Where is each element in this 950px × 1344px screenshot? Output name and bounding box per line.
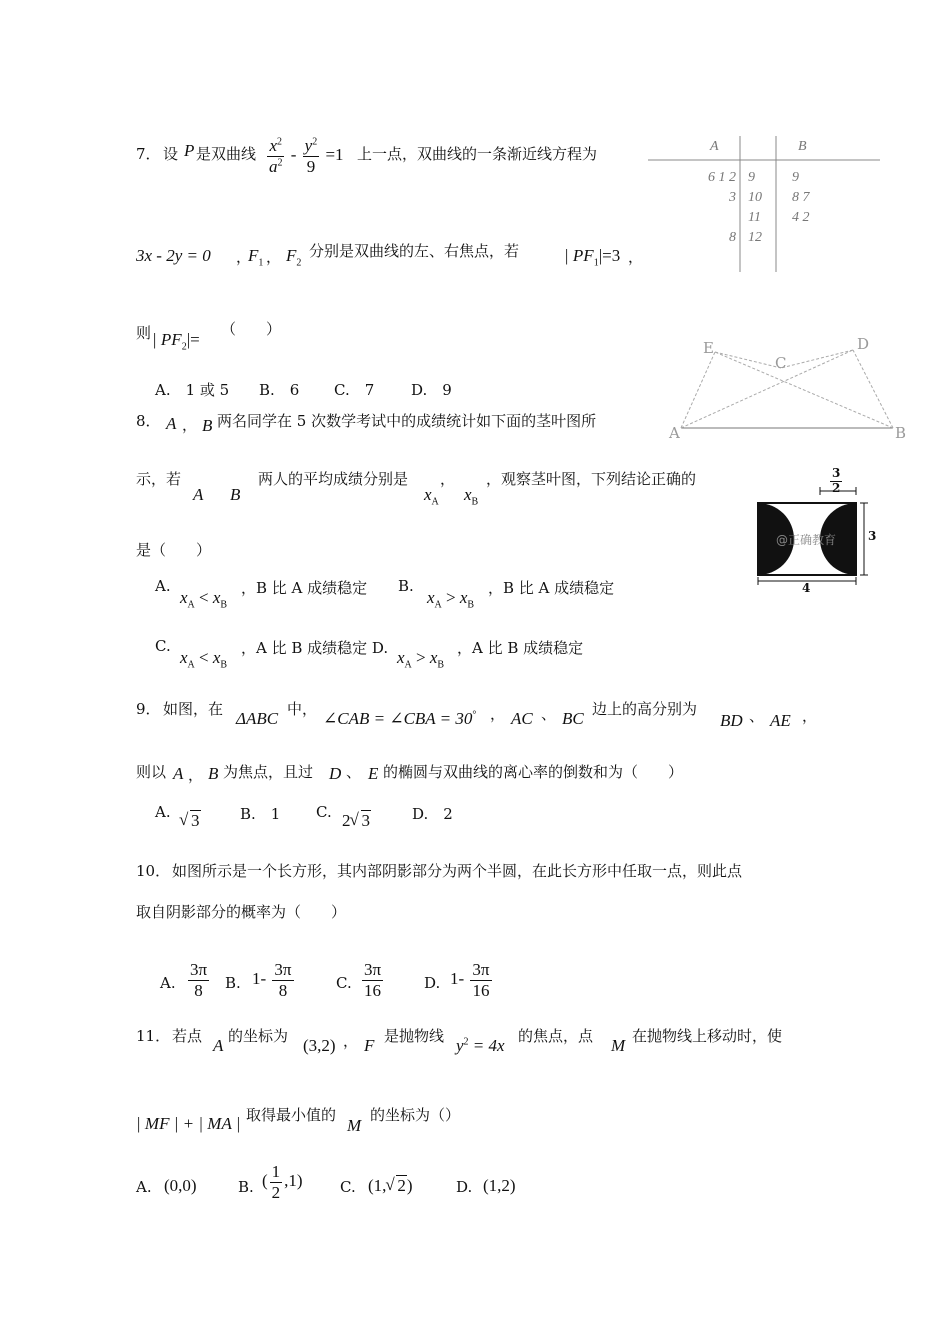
q10-option-b-label: B. [225, 974, 241, 992]
stem-leaf-head-a: A [710, 139, 719, 154]
q9-text: 中， [287, 700, 318, 718]
q11-option-b-label: B. [238, 1178, 254, 1196]
q11-number: 11． [136, 1027, 171, 1045]
q8-student-a: A [193, 485, 204, 504]
q7-pf1: | $PF_1|=3$ [564, 246, 621, 269]
q10-option-c-label: C. [336, 974, 352, 992]
q8-comma: ， [440, 470, 456, 488]
stem-leaf-row [648, 170, 880, 190]
q9-option-a-label: A. [155, 803, 171, 821]
triangle-lines [665, 332, 910, 444]
q7-text: 分别是双曲线的左、右焦点，若 [309, 242, 520, 260]
q9-sep: 、 [346, 763, 362, 781]
q9-option-a-value: √ 3 [180, 811, 201, 831]
q7-option-d: D. 9 [411, 381, 452, 399]
q11-option-d-label: D. [456, 1178, 473, 1196]
q10-option-b-value: 1- $\frac{3\pi}{8}$ [252, 960, 292, 1000]
q9-option-c-value: 2√ 3 [342, 811, 371, 831]
q8-comma: ， [182, 416, 198, 434]
leaf-b: 4 2 [792, 210, 810, 225]
leaf-b: 8 7 [792, 190, 810, 205]
q9-bc: BC [562, 709, 584, 728]
q11-option-a-value: (0,0) [164, 1176, 197, 1195]
q7-text: 上一点，双曲线的一条渐近线方程为 [357, 145, 598, 163]
q8-text: ，观察茎叶图，下列结论正确的 [486, 470, 697, 488]
triangle-figure [665, 332, 910, 444]
q8-option-a-label: A. [155, 577, 171, 595]
q8-option-c-expr: $x_A < x_B$ [180, 648, 228, 671]
q10-option-a-label: A. [160, 974, 176, 992]
q9-b: B [208, 764, 219, 783]
q9-text: 则以 [136, 763, 167, 781]
q11-option-c-value: (1,√ 2) [368, 1176, 413, 1196]
q10-text: 如图所示是一个长方形，其内部阴影部分为两个半圆，在此长方形中任取一点，则此点 [172, 862, 743, 880]
q7-asymptote: 3x - 2y = 0 [136, 246, 211, 265]
q9-a: A [173, 764, 184, 783]
q7-pf2: | $PF_2|=$ [152, 330, 200, 353]
q11-point-a: A [213, 1036, 224, 1055]
q9-ae: AE [770, 711, 791, 730]
q7-number: 7． [136, 145, 161, 163]
tri-label-d: D [857, 335, 870, 353]
q11-coord: (3,2) [303, 1036, 336, 1055]
q11-text: 在抛物线上移动时，使 [632, 1027, 783, 1045]
q10-option-a-value: $\frac{3\pi}{8}$ [190, 960, 208, 1000]
q11-text: 若点 [172, 1027, 203, 1045]
stem: 9 [748, 170, 755, 185]
q9-number: 9． [136, 700, 161, 718]
q9-text: 的椭圆与双曲线的离心率的倒数和为（ ） [383, 763, 684, 781]
q7-comma: ， [266, 248, 282, 266]
rect-label-bottom: 4 [802, 581, 811, 595]
q8-option-c-label: C. [155, 637, 171, 655]
q11-focus: F [364, 1036, 375, 1055]
q7-focus-f1: $F_1$ [248, 246, 264, 269]
q8-text: 是（ ） [136, 541, 212, 559]
stem-leaf-rows [648, 170, 880, 250]
q8-option-b-label: B. [398, 577, 414, 595]
stem: 10 [748, 190, 762, 205]
stem-leaf-plot [648, 136, 880, 272]
q7-text: 则 [136, 324, 152, 342]
q8-student-b: B [202, 416, 213, 435]
q7-comma: ， [628, 248, 644, 266]
q9-text: 如图，在 [163, 700, 224, 718]
q10-text: 取自阴影部分的概率为（ ） [136, 903, 347, 921]
q7-text: 设 [163, 145, 179, 163]
tri-label-b: B [895, 424, 907, 442]
leaf-a: 6 1 2 [708, 170, 736, 185]
q8-student-a: A [166, 414, 177, 433]
q10-option-c-value: $\frac{3\pi}{16}$ [364, 960, 382, 1000]
q9-comma: ， [188, 766, 204, 784]
q9-sep: 、 [541, 705, 557, 723]
q9-text: 为焦点，且过 [223, 763, 314, 781]
q11-point-m: M [611, 1036, 626, 1055]
q7-text: 是双曲线 [196, 145, 257, 163]
q7-focus-f2: $F_2$ [286, 246, 302, 269]
q9-option-d: D. 2 [412, 805, 453, 823]
tri-label-e: E [703, 339, 714, 357]
q10-option-d-value: 1- $\frac{3\pi}{16}$ [450, 960, 490, 1000]
stem-leaf-head-b: B [798, 139, 807, 154]
q7-hyperbola-equation: $\frac{x^2}{a^2}$ - $\frac{y^2}{9}$ =1 [269, 136, 344, 176]
q9-option-c-label: C. [316, 803, 332, 821]
q8-text: 两人的平均成绩分别是 [258, 470, 409, 488]
q8-mean-a: $x_A$ [424, 485, 439, 508]
q11-text: 的坐标为 [228, 1027, 289, 1045]
q9-d: D [329, 764, 342, 783]
stem-leaf-row [648, 230, 880, 250]
q11-option-c-label: C. [340, 1178, 356, 1196]
q9-bd: BD [720, 711, 743, 730]
leaf-a: 3 [729, 190, 736, 205]
q11-comma: ， [343, 1032, 359, 1050]
q8-option-a-text: ，B 比 A 成绩稳定 [241, 579, 368, 597]
stem-leaf-row [648, 210, 880, 230]
tri-label-c: C [775, 354, 787, 372]
q11-text: 是抛物线 [384, 1027, 445, 1045]
q8-option-b-expr: $x_A > x_B$ [427, 588, 475, 611]
q9-sep: 、 [749, 707, 765, 725]
q10-option-d-label: D. [424, 974, 441, 992]
q7-option-c: C. 7 [334, 381, 375, 399]
q8-mean-b: $x_B$ [464, 485, 479, 508]
rectangle-figure [752, 467, 892, 597]
q11-option-a-label: A. [136, 1178, 152, 1196]
leaf-b: 9 [792, 170, 799, 185]
q11-text: 的坐标为（） [370, 1106, 461, 1124]
q9-option-b: B. 1 [240, 805, 281, 823]
stem: 11 [748, 210, 761, 225]
q11-expression: | MF | + | MA | [136, 1114, 241, 1133]
q9-angles: ∠CAB = ∠CBA = 30° [323, 709, 477, 728]
q11-parabola: $y^2 = 4x$ [456, 1036, 505, 1055]
q9-ac: AC [511, 709, 533, 728]
q7-comma: ， [236, 248, 252, 266]
q8-student-b: B [230, 485, 241, 504]
q8-text: 两名同学在 5 次数学考试中的成绩统计如下面的茎叶图所 [217, 412, 597, 430]
q8-option-d-expr: $x_A > x_B$ [397, 648, 445, 671]
q9-comma: ， [802, 707, 818, 725]
watermark: @正确教育 [776, 533, 837, 547]
q9-text: 边上的高分别为 [592, 700, 698, 718]
tri-label-a: A [669, 424, 680, 442]
q8-option-a-expr: $x_A < x_B$ [180, 588, 228, 611]
q9-e: E [368, 764, 379, 783]
leaf-a: 8 [729, 230, 736, 245]
q11-point-m: M [347, 1116, 362, 1135]
q7-option-a: A. 1 或 5 [155, 381, 230, 399]
q7-option-b: B. 6 [259, 381, 300, 399]
q10-number: 10． [136, 862, 171, 880]
q11-option-d-value: (1,2) [483, 1176, 516, 1195]
q11-option-b-value: ( $\frac{1}{2}$ ,1) [262, 1162, 303, 1202]
q7-point-p: P [184, 141, 195, 160]
q8-text: 示，若 [136, 470, 182, 488]
q7-answer-paren: （ ） [221, 320, 282, 338]
q8-option-c-text: ，A 比 B 成绩稳定 D. [241, 639, 389, 657]
q8-option-b-text: ，B 比 A 成绩稳定 [488, 579, 615, 597]
q8-number: 8． [136, 412, 161, 430]
q11-text: 取得最小值的 [246, 1106, 337, 1124]
q8-option-d-text: ，A 比 B 成绩稳定 [457, 639, 584, 657]
q9-triangle: ΔABC [236, 709, 279, 728]
rect-label-top: $\frac{3}{2}$ [832, 466, 841, 495]
q9-comma: ， [490, 705, 506, 723]
q11-text: 的焦点，点 [518, 1027, 594, 1045]
stem: 12 [748, 230, 762, 245]
stem-leaf-row [648, 190, 880, 210]
rect-label-right: 3 [868, 529, 877, 543]
